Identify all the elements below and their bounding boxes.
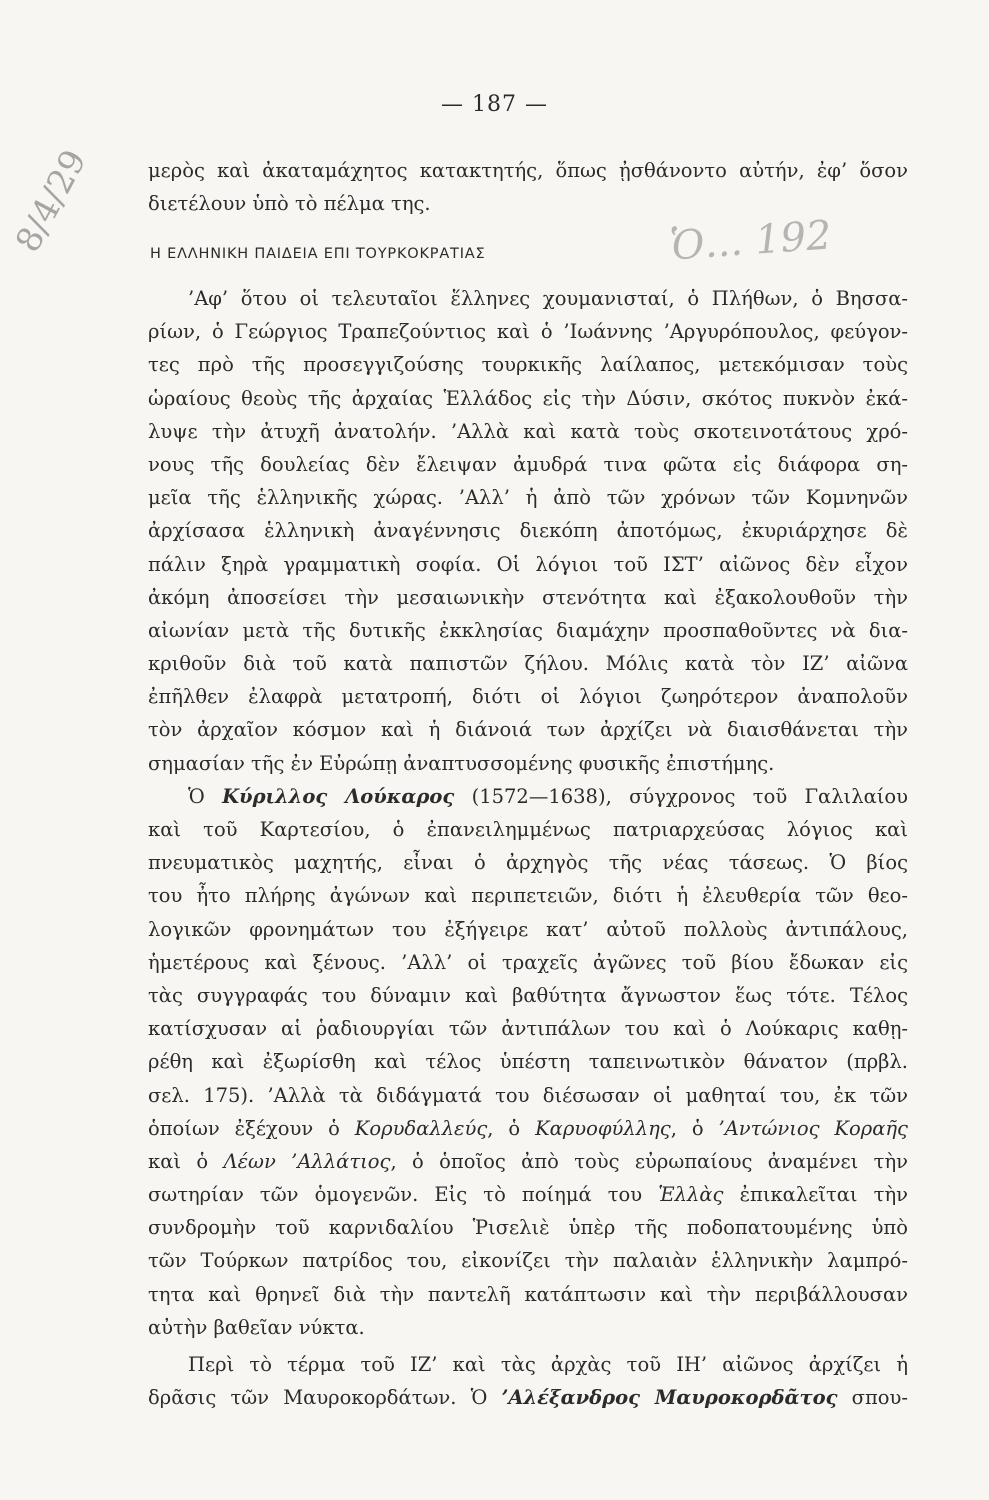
handwritten-note: Ὁ... 192 [668, 212, 834, 270]
poem-title: Ἑλλὰς [658, 1183, 724, 1207]
text-line: λυψε τὴν ἀτυχῆ ἀνατολήν. ’Αλλὰ καὶ κατὰ τοὺς σκοτεινοτάτους χρό- [148, 419, 908, 443]
text-line: του ἦτο πλήρης ἀγώνων καὶ περιπετειῶν, διότι ἡ ἐλευθερία τῶν θεο- [148, 884, 908, 908]
text-line [148, 780, 908, 813]
text-line: κριθοῦν διὰ τοῦ κατὰ παπιστῶν ζήλου. Μόλις κατὰ τὸν ΙΖ’ αἰῶνα [148, 652, 908, 676]
text-span: , ὁ [670, 1116, 719, 1140]
text-line: ἀρχίσασα ἑλληνικὴ ἀναγέννησις διεκόπη ἀποτόμως, ἐκυριάρχησε δὲ [148, 519, 908, 543]
text-line [148, 1112, 908, 1145]
page-number: — 187 — [441, 92, 548, 117]
text-line: τῶν Τούρκων πατρίδος του, εἰκονίζει τὴν παλαιὰν ἑλληνικὴν λαμπρό- [148, 1249, 908, 1273]
text-line: ἐπῆλθεν ἐλαφρὰ μετατροπή, διότι οἱ λόγιοι ζωηρότερον ἀναπολοῦν [148, 685, 908, 709]
text-line: νους τῆς δουλείας δὲν ἔλειψαν ἀμυδρά τινα φῶτα εἰς διάφορα ση- [148, 452, 908, 476]
text-line [148, 1178, 908, 1211]
text-line: ρέθη καὶ ἐξωρίσθη καὶ τέλος ὑπέστη ταπεινωτικὸν θάνατον (πρβλ. [148, 1050, 908, 1074]
text-line: ’Αφ’ ὅτου οἱ τελευταῖοι ἕλληνες χουμανισταί, ὁ Πλήθων, ὁ Βησσα- [188, 287, 908, 310]
text-line: διετέλουν ὑπὸ τὸ πέλμα της. [148, 192, 431, 216]
text-line: μερὸς καὶ ἀκαταμάχητος κατακτητής, ὅπως ᾐσθάνοντο αὐτήν, ἐφ’ ὅσον [148, 159, 908, 182]
text-span: , ὁ ὁποῖος ἀπὸ τοὺς εὐρωπαίους ἀναμένει τὴν [390, 1149, 908, 1173]
person-name: Λέων ’Αλλάτιος [223, 1149, 391, 1173]
text-span: ἐπικαλεῖται τὴν [723, 1183, 908, 1207]
text-span: δρᾶσις τῶν Μαυροκορδάτων. Ὁ [148, 1386, 502, 1410]
person-name: ’Αντώνιος Κοραῆς [718, 1116, 908, 1140]
text-line: καὶ τοῦ Καρτεσίου, ὁ ἐπανειλημμένως πατριαρχεύσας λόγιος καὶ [148, 818, 908, 841]
text-line: πνευματικὸς μαχητής, εἶναι ὁ ἀρχηγὸς τῆς νέας τάσεως. Ὁ βίος [148, 851, 908, 875]
text-line: αἰωνίαν μετὰ τῆς δυτικῆς ἐκκλησίας διαμάχην προσπαθοῦντες νὰ δια- [148, 618, 908, 642]
text-line: κατίσχυσαν αἱ ῥαδιουργίαι τῶν ἀντιπάλων του καὶ ὁ Λούκαρις καθῃ- [148, 1017, 908, 1041]
text-line: πάλιν ξηρὰ γραμματικὴ σοφία. Οἱ λόγιοι τοῦ ΙΣΤ’ αἰῶνος δὲν εἶχον [148, 552, 908, 576]
paragraph-1 [148, 282, 908, 1414]
text-span: , ὁ [487, 1116, 536, 1140]
text-line: συνδρομὴν τοῦ καρνιδαλίου Ῥισελιὲ ὑπὲρ τῆς ποδοπατουμένης ὑπὸ [148, 1216, 908, 1240]
text-line: λογικῶν φρονημάτων του ἐξήγειρε κατ’ αὐτοῦ πολλοὺς ἀντιπάλους, [148, 917, 908, 941]
section-heading: Η ΕΛΛΗΝΙΚΗ ΠΑΙΔΕΙΑ ΕΠΙ ΤΟΥΡΚΟΚΡΑΤΙΑΣ [150, 246, 486, 262]
person-name: Καρυοφύλλης [535, 1116, 671, 1140]
text-line [148, 1145, 908, 1178]
text-line: τὸν ἀρχαῖον κόσμον καὶ ἡ διάνοιά των ἀρχίζει νὰ διαισθάνεται τὴν [148, 718, 908, 742]
person-name-mavrocordatos: ’Αλέξανδρος Μαυροκορδᾶτος [501, 1386, 838, 1410]
person-name-lucaris: Κύριλλος Λούκαρος [222, 784, 455, 808]
text-line: ἀκόμη ἀποσείσει τὴν μεσαιωνικὴν στενότητα καὶ ἐξακολουθοῦν τὴν [148, 585, 908, 609]
text-span: σπου- [837, 1386, 908, 1410]
text-line: Περὶ τὸ τέρμα τοῦ ΙΖ’ καὶ τὰς ἀρχὰς τοῦ ΙΗ’ αἰῶνος ἀρχίζει ἡ [188, 1353, 908, 1376]
text-line: ἡμετέρους καὶ ξένους. ’Αλλ’ οἱ τραχεῖς ἀγῶνες τοῦ βίου ἔδωκαν εἰς [148, 950, 908, 974]
text-span: σωτηρίαν τῶν ὁμογενῶν. Εἰς τὸ ποίημά του [148, 1183, 659, 1207]
text-span: καὶ ὁ [148, 1149, 224, 1173]
text-line: σημασίαν τῆς ἐν Εὐρώπῃ ἀναπτυσσομένης φυσικῆς ἐπιστήμης. [148, 751, 775, 775]
text-line [148, 1381, 908, 1414]
text-line: μεῖα τῆς ἑλληνικῆς χώρας. ’Αλλ’ ἡ ἀπὸ τῶν χρόνων τῶν Κομνηνῶν [148, 486, 908, 510]
handwritten-margin-date: 8/4/29 [8, 143, 95, 259]
text-line: τητα καὶ θρηνεῖ διὰ τὴν παντελῆ κατάπτωσιν καὶ τὴν περιβάλλουσαν [148, 1282, 908, 1306]
person-name: Κορυδαλλεύς [354, 1116, 488, 1140]
text-line: τὰς συγγραφάς του δύναμιν καὶ βαθύτητα ἄγνωστον ἕως τότε. Τέλος [148, 983, 908, 1007]
opening-lines [148, 154, 908, 220]
text-line: αὐτὴν βαθεῖαν νύκτα. [148, 1315, 365, 1339]
text-span: ὁποίων ἐξέχουν ὁ [148, 1116, 355, 1140]
text-span: Ὁ [188, 784, 223, 808]
text-span: (1572—1638), σύγχρονος τοῦ Γαλιλαίου [454, 784, 908, 808]
text-line: σελ. 175). ’Αλλὰ τὰ διδάγματά του διέσωσαν οἱ μαθηταί του, ἐκ τῶν [148, 1083, 908, 1107]
text-line: τες πρὸ τῆς προσεγγιζούσης τουρκικῆς λαίλαπος, μετεκόμισαν τοὺς [148, 353, 908, 377]
text-line: ὡραίους θεοὺς τῆς ἀρχαίας Ἑλλάδος εἰς τὴν Δύσιν, σκότος πυκνὸν ἐκά- [148, 386, 908, 410]
text-line: ρίων, ὁ Γεώργιος Τραπεζούντιος καὶ ὁ ’Ιωάννης ’Αργυρόπουλος, φεύγον- [148, 320, 908, 344]
